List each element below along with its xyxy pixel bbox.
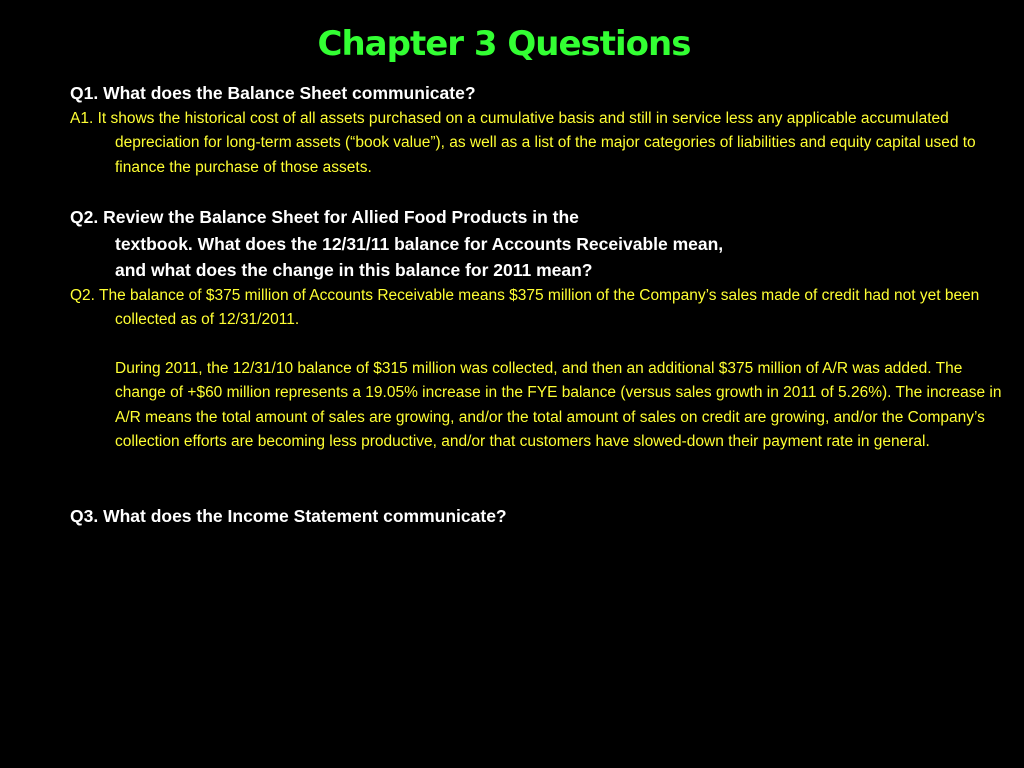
spacer [70,333,1015,357]
q1-answer: A1. It shows the historical cost of all assets purchased on a cumulative basis and still in service less any applicable accumulated depreciation for long-term assets (“book value”), as well as a list of the major categories of liabilities and equity capital used to finance the purchase of those assets. [70,109,976,176]
q2-question-line2: textbook. What does the 12/31/11 balance for Accounts Receivable mean, [115,233,724,254]
q2-answer-paragraph-2: During 2011, the 12/31/10 balance of $315 million was collected, and then an additional $375 million of A/R was added. The change of +$60 million represents a 19.05% increase in the FYE balance (versus sales growth in 2011 of 5.26%). The increase in A/R means the total amount of sales are growing, and/or the total amount of sales on credit are growing, and/or the Company’s collection efforts are becoming less productive, and/or that customers have slowed-down their payment rate in general. [115,359,1002,450]
q2-question-line1: Q2. Review the Balance Sheet for Allied Food Products in the [70,207,579,227]
q2-answer-paragraph-1: Q2. The balance of $375 million of Accounts Receivable means $375 million of the Company’s sales made of credit had not yet been collected as of 12/31/2011. [70,286,980,328]
spacer [70,180,1015,204]
spacer [70,455,1015,503]
slide-title: Chapter 3 Questions [317,24,691,64]
q1-question: Q1. What does the Balance Sheet communicate? [70,83,476,103]
q2-question-line3: and what does the change in this balance for 2011 mean? [115,260,593,280]
q2-question [70,204,1015,284]
q3-question: Q3. What does the Income Statement communicate? [70,505,507,526]
slide-content [70,80,1015,529]
